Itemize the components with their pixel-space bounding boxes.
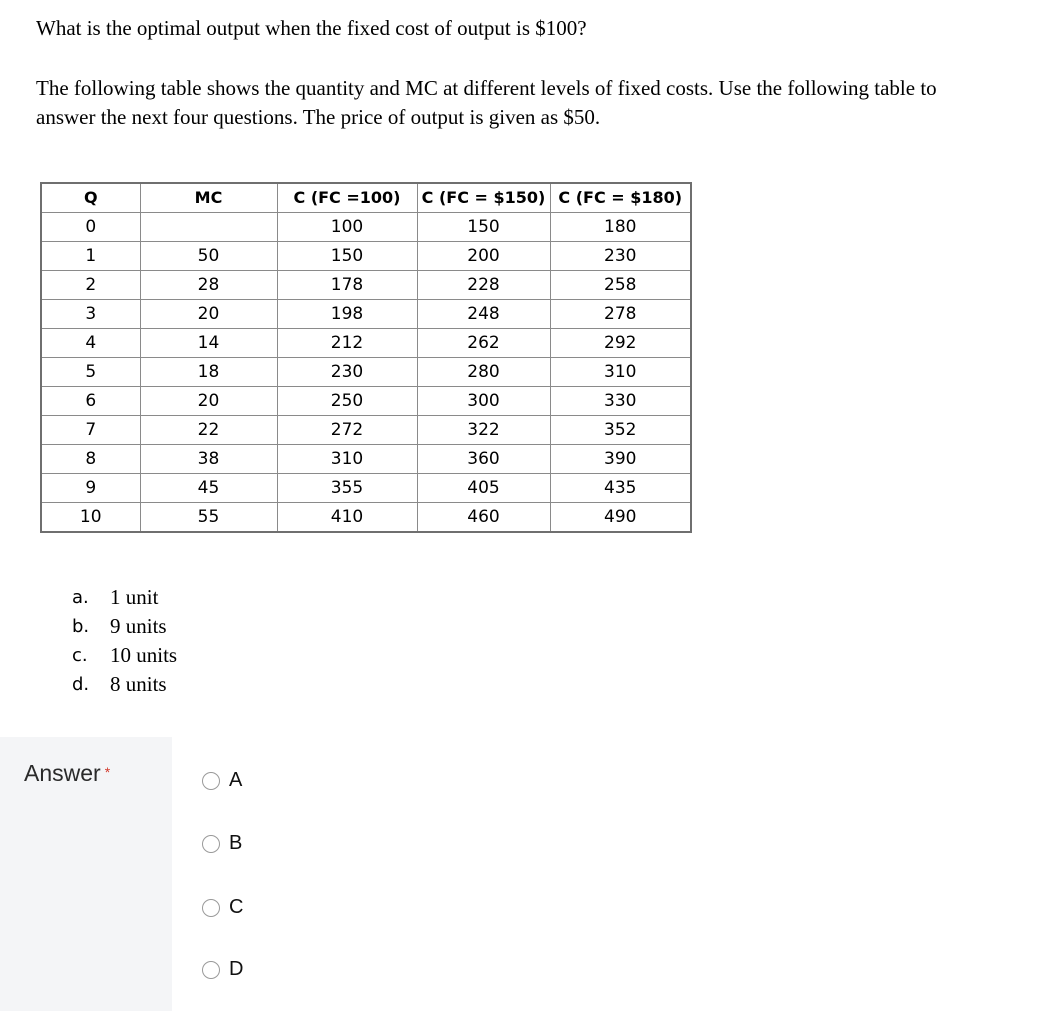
table-cell: 405 xyxy=(417,474,550,503)
choice-text: 1 unit xyxy=(110,585,159,609)
table-cell: 212 xyxy=(277,329,417,358)
table-cell: 250 xyxy=(277,387,417,416)
table-cell: 410 xyxy=(277,503,417,533)
table-row xyxy=(41,445,691,474)
radio-button-c[interactable] xyxy=(202,899,220,917)
required-asterisk: * xyxy=(104,764,111,780)
radio-button-b[interactable] xyxy=(202,835,220,853)
choice-letter: d. xyxy=(72,674,90,695)
option-label-a[interactable]: A xyxy=(229,769,243,791)
column-header-mc: MC xyxy=(140,183,277,213)
answer-option-d[interactable] xyxy=(202,958,243,981)
table-cell: 3 xyxy=(41,300,140,329)
table-cell: 50 xyxy=(140,242,277,271)
table-cell: 38 xyxy=(140,445,277,474)
table-cell: 228 xyxy=(417,271,550,300)
table-cell: 490 xyxy=(550,503,691,533)
list-item xyxy=(72,670,177,699)
list-item xyxy=(72,583,177,612)
table-cell: 8 xyxy=(41,445,140,474)
cost-table xyxy=(40,182,692,533)
table-cell: 100 xyxy=(277,213,417,242)
table-cell: 292 xyxy=(550,329,691,358)
radio-button-d[interactable] xyxy=(202,961,220,979)
table-cell: 330 xyxy=(550,387,691,416)
table-row xyxy=(41,300,691,329)
table-cell: 300 xyxy=(417,387,550,416)
answer-label xyxy=(24,760,110,787)
table-cell: 460 xyxy=(417,503,550,533)
radio-button-a[interactable] xyxy=(202,772,220,790)
table-cell: 150 xyxy=(417,213,550,242)
table-cell: 262 xyxy=(417,329,550,358)
table-header-row xyxy=(41,183,691,213)
table-cell: 200 xyxy=(417,242,550,271)
table-cell: 28 xyxy=(140,271,277,300)
table-cell: 0 xyxy=(41,213,140,242)
answer-option-c[interactable] xyxy=(202,896,243,919)
table-cell: 310 xyxy=(277,445,417,474)
choice-text: 9 units xyxy=(110,614,167,638)
choice-letter: b. xyxy=(72,616,90,637)
option-label-b[interactable]: B xyxy=(229,832,243,854)
table-cell: 198 xyxy=(277,300,417,329)
table-cell: 230 xyxy=(550,242,691,271)
answer-label-text: Answer xyxy=(24,760,101,786)
table-cell: 14 xyxy=(140,329,277,358)
table-cell: 10 xyxy=(41,503,140,533)
table-cell: 55 xyxy=(140,503,277,533)
table-cell: 360 xyxy=(417,445,550,474)
choice-list xyxy=(72,583,177,699)
answer-option-a[interactable] xyxy=(202,769,242,792)
table-cell: 6 xyxy=(41,387,140,416)
answer-option-b[interactable] xyxy=(202,832,242,855)
table-cell: 272 xyxy=(277,416,417,445)
table-row xyxy=(41,213,691,242)
choice-text: 10 units xyxy=(110,643,178,667)
column-header-fc150: C (FC = $150) xyxy=(417,183,550,213)
choice-letter: a. xyxy=(72,587,89,608)
table-row xyxy=(41,358,691,387)
table-cell: 9 xyxy=(41,474,140,503)
list-item xyxy=(72,612,177,641)
table-row xyxy=(41,474,691,503)
table-cell: 20 xyxy=(140,387,277,416)
option-label-d[interactable]: D xyxy=(229,958,244,980)
table-cell: 180 xyxy=(550,213,691,242)
table-row xyxy=(41,271,691,300)
table-cell: 435 xyxy=(550,474,691,503)
table-cell: 45 xyxy=(140,474,277,503)
table-row xyxy=(41,242,691,271)
choice-text: 8 units xyxy=(110,672,167,696)
table-cell xyxy=(140,213,277,242)
column-header-q: Q xyxy=(41,183,140,213)
table-row xyxy=(41,416,691,445)
table-cell: 2 xyxy=(41,271,140,300)
question-text: What is the optimal output when the fixed cost of output is $100? xyxy=(36,16,587,40)
table-cell: 178 xyxy=(277,271,417,300)
intro-text: The following table shows the quantity and MC at different levels of fixed costs. Use the following table to answer the next four questions. The price of output is given as $50. xyxy=(36,76,937,129)
table-cell: 230 xyxy=(277,358,417,387)
table-cell: 278 xyxy=(550,300,691,329)
table-cell: 352 xyxy=(550,416,691,445)
table-row xyxy=(41,503,691,533)
column-header-fc100: C (FC =100) xyxy=(277,183,417,213)
table-cell: 390 xyxy=(550,445,691,474)
table-cell: 355 xyxy=(277,474,417,503)
table-cell: 248 xyxy=(417,300,550,329)
table-cell: 7 xyxy=(41,416,140,445)
table-cell: 18 xyxy=(140,358,277,387)
table-cell: 322 xyxy=(417,416,550,445)
table-cell: 310 xyxy=(550,358,691,387)
table-cell: 280 xyxy=(417,358,550,387)
option-label-c[interactable]: C xyxy=(229,896,244,918)
table-cell: 20 xyxy=(140,300,277,329)
table-cell: 4 xyxy=(41,329,140,358)
table-row xyxy=(41,329,691,358)
table-cell: 258 xyxy=(550,271,691,300)
table-cell: 150 xyxy=(277,242,417,271)
choice-letter: c. xyxy=(72,645,88,666)
table-cell: 22 xyxy=(140,416,277,445)
column-header-fc180: C (FC = $180) xyxy=(550,183,691,213)
list-item xyxy=(72,641,177,670)
table-cell: 1 xyxy=(41,242,140,271)
table-cell: 5 xyxy=(41,358,140,387)
table-row xyxy=(41,387,691,416)
